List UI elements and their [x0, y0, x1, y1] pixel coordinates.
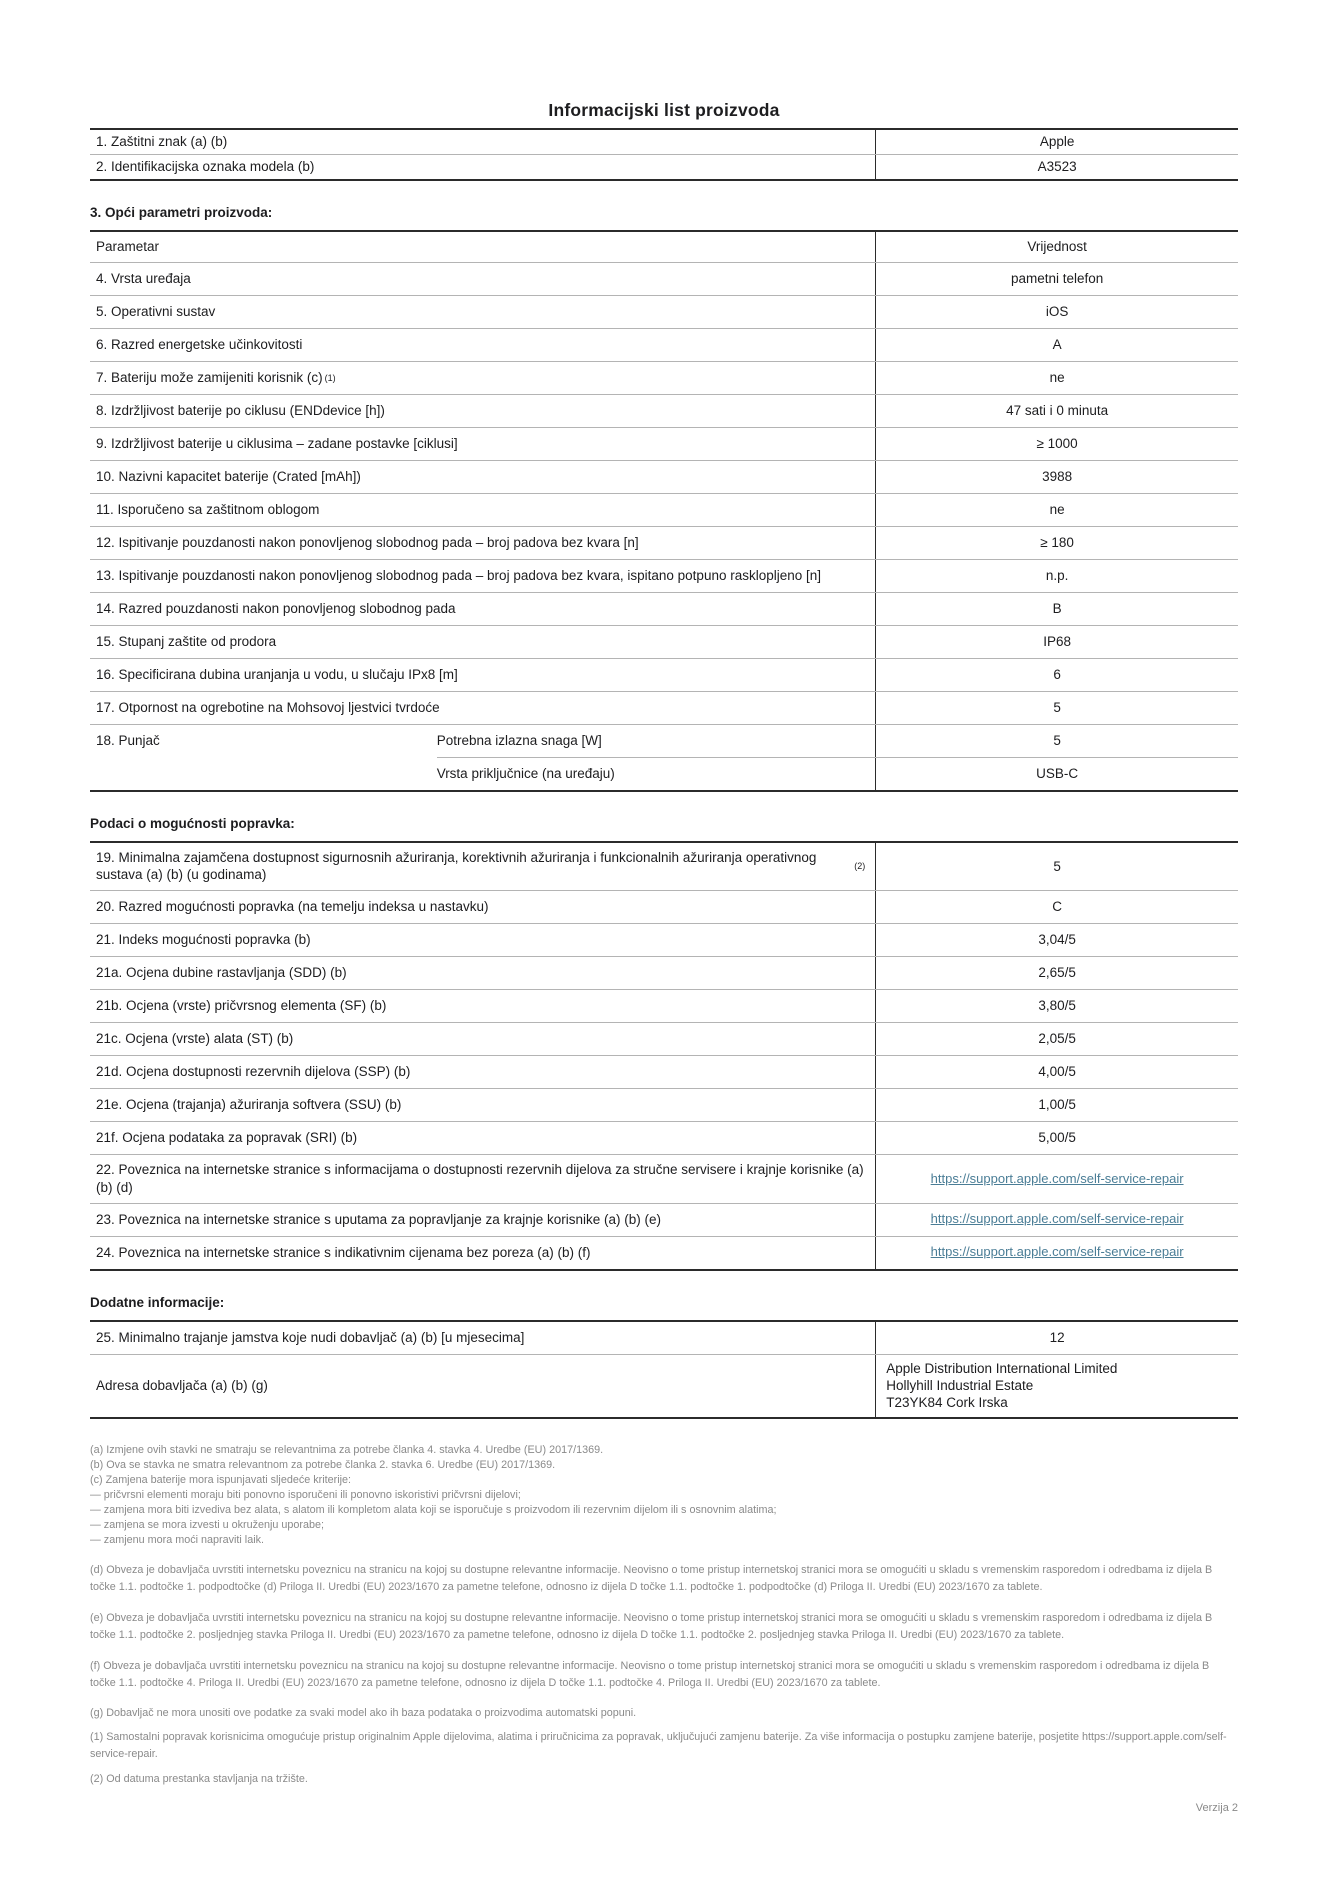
- table-row: [90, 1121, 1238, 1154]
- charger-row: [90, 724, 1238, 790]
- supplier-address-row: [90, 1354, 1238, 1417]
- row-label: 4. Vrsta uređaja: [96, 270, 191, 286]
- row-label: 1. Zaštitni znak (a) (b): [96, 134, 228, 149]
- table-row: [90, 361, 1238, 394]
- column-header-value: Vrijednost: [875, 232, 1238, 262]
- row-value: A3523: [875, 155, 1238, 179]
- row-value: 5: [875, 692, 1238, 724]
- footnote-c-item: — zamjena se mora izvesti u okruženju uporabe;: [90, 1518, 325, 1531]
- support-link[interactable]: https://support.apple.com/self-service-repair: [930, 1211, 1184, 1227]
- row-value: ne: [875, 494, 1238, 526]
- row-label: Adresa dobavljača (a) (b) (g): [96, 1377, 268, 1393]
- row-value: 3988: [875, 461, 1238, 493]
- table-row: [90, 625, 1238, 658]
- charger-subtable: [437, 725, 1238, 790]
- row-value: 12: [875, 1322, 1238, 1354]
- row-label: 10. Nazivni kapacitet baterije (Crated [mAh]): [96, 468, 361, 484]
- row-label: 13. Ispitivanje pouzdanosti nakon ponovljenog slobodnog pada – broj padova bez kvara, ispitano potpuno rasklopljeno [n]: [96, 567, 822, 583]
- row-label: 15. Stupanj zaštite od prodora: [96, 633, 277, 649]
- row-label: 9. Izdržljivost baterije u ciklusima – zadane postavke [ciklusi]: [96, 435, 458, 451]
- row-label: 18. Punjač: [96, 732, 160, 748]
- page-title: Informacijski list proizvoda: [548, 100, 780, 120]
- row-label: 21a. Ocjena dubine rastavljanja (SDD) (b): [96, 965, 347, 981]
- identification-table: [90, 128, 1238, 181]
- row-label: 19. Minimalna zajamčena dostupnost sigurnosnih ažuriranja, korektivnih ažuriranja i funkcionalnih ažuriranja operativnog sustava (a) (b) (u godinama) (2): [96, 849, 866, 883]
- table-row: [90, 923, 1238, 956]
- subrow-label: Vrsta priključnice (na uređaju): [436, 766, 615, 782]
- row-label: 21c. Ocjena (vrste) alata (ST) (b): [96, 1031, 294, 1047]
- footnote-d: (d) Obveza je dobavljača uvrstiti internetsku poveznicu na stranicu na kojoj su dostupne relevantne informacije. Neovisno o tome pristup internetskoj stranici mora se omogućiti u skladu s vremenskim rasporedom i odredbama iz dijela B točke 1.1. podtočke 1. podpodtočke (d) Priloga II. Uredbi (EU) 2023/1670 za pametne telefone, odnosno iz dijela D točke 1.1. podtočke 1. podpodtočke (d) Priloga II. Uredbi (EU) 2023/1670 za tablete.: [90, 1563, 1213, 1593]
- version-label: Verzija 2: [1195, 1801, 1238, 1814]
- repairability-table: [90, 841, 1238, 1271]
- row-value: IP68: [875, 626, 1238, 658]
- table-row: [90, 295, 1238, 328]
- row-value: ≥ 180: [875, 527, 1238, 559]
- row-value: pametni telefon: [875, 263, 1238, 295]
- row-label: 7. Bateriju može zamijeniti korisnik (c) (1): [96, 369, 336, 385]
- section-heading-repair: Podaci o mogućnosti popravka:: [90, 815, 295, 831]
- address-line: T23YK84 Cork Irska: [886, 1395, 1008, 1411]
- row-value: C: [875, 891, 1238, 923]
- footnote-c: (c) Zamjena baterije mora ispunjavati sljedeće kriterije:: [90, 1473, 352, 1486]
- row-value: 2,65/5: [875, 957, 1238, 989]
- row-value: 4,00/5: [875, 1056, 1238, 1088]
- row-label: 21. Indeks mogućnosti popravka (b): [96, 932, 311, 948]
- table-header-row: [90, 232, 1238, 262]
- row-label: 8. Izdržljivost baterije po ciklusu (ENDdevice [h]): [96, 402, 385, 418]
- row-label: 21d. Ocjena dostupnosti rezervnih dijelova (SSP) (b): [96, 1064, 411, 1080]
- row-label: 6. Razred energetske učinkovitosti: [96, 336, 303, 352]
- table-row: [90, 658, 1238, 691]
- subrow-value: USB-C: [875, 758, 1238, 790]
- footnote-c-item: — zamjenu mora moći napraviti laik.: [90, 1533, 265, 1546]
- row-label: 20. Razred mogućnosti popravka (na temelju indeksa u nastavku): [96, 899, 489, 915]
- row-label: 16. Specificirana dubina uranjanja u vodu, u slučaju IPx8 [m]: [96, 666, 458, 682]
- footnote-b: (b) Ova se stavka ne smatra relevantnom za potrebe članka 2. stavka 6. Uredbe (EU) 2017/1369.: [90, 1458, 556, 1471]
- row-value: n.p.: [875, 560, 1238, 592]
- row-value: 1,00/5: [875, 1089, 1238, 1121]
- section-heading-general: 3. Opći parametri proizvoda:: [90, 204, 273, 220]
- table-row: [90, 989, 1238, 1022]
- table-row: [90, 1022, 1238, 1055]
- table-row-link: [90, 1203, 1238, 1236]
- subrow-value: 5: [875, 725, 1238, 757]
- support-link[interactable]: https://support.apple.com/self-service-repair: [930, 1244, 1184, 1260]
- table-row: [90, 460, 1238, 493]
- table-row: [90, 262, 1238, 295]
- row-value: A: [875, 329, 1238, 361]
- row-value: B: [875, 593, 1238, 625]
- charger-subrow: [437, 757, 1238, 790]
- table-row: [90, 1088, 1238, 1121]
- table-row: [90, 843, 1238, 891]
- footnotes: [90, 1443, 1238, 1788]
- footnote-c-item: — zamjena mora biti izvediva bez alata, s alatom ili kompletom alata koji se isporučuje s proizvodom ili rezervnim dijelom ili s osnovnim alatima;: [90, 1503, 777, 1516]
- row-label: 22. Poveznica na internetske stranice s informacijama o dostupnosti rezervnih dijelova za stručne servisere i krajnje korisnike (a) (b) (d): [96, 1162, 864, 1196]
- footnote-2: (2) Od datuma prestanka stavljanja na tržište.: [90, 1772, 308, 1785]
- table-row: [90, 691, 1238, 724]
- row-label: 24. Poveznica na internetske stranice s indikativnim cijenama bez poreza (a) (b) (f): [96, 1244, 591, 1260]
- footnote-a: (a) Izmjene ovih stavki ne smatraju se relevantnima za potrebe članka 4. stavka 4. Uredbe (EU) 2017/1369.: [90, 1443, 604, 1456]
- section-heading-additional: Dodatne informacije:: [90, 1294, 225, 1310]
- row-label: 11. Isporučeno sa zaštitnom oblogom: [96, 501, 320, 517]
- row-label: 17. Otpornost na ogrebotine na Mohsovoj ljestvici tvrdoće: [96, 699, 440, 715]
- row-value: 3,80/5: [875, 990, 1238, 1022]
- additional-information-table: [90, 1320, 1238, 1419]
- table-row: [90, 328, 1238, 361]
- row-label-text: 19. Minimalna zajamčena dostupnost sigurnosnih ažuriranja, korektivnih ažuriranja i funkcionalnih ažuriranja operativnog sustava (a) (b) (u godinama): [96, 849, 817, 883]
- footnote-1: (1) Samostalni popravak korisnicima omogućuje pristup originalnim Apple dijelovima, alatima i priručnicima za popravak, uključujući zamjenu baterije. Za više informacija o postupku zamjene baterije, posjetite https://support.apple.com/self-service-repair.: [90, 1730, 1227, 1760]
- address-line: Hollyhill Industrial Estate: [886, 1378, 1034, 1394]
- row-label: 25. Minimalno trajanje jamstva koje nudi dobavljač (a) (b) [u mjesecima]: [96, 1329, 525, 1345]
- table-row: [90, 427, 1238, 460]
- row-value: 3,04/5: [875, 924, 1238, 956]
- row-value: 5: [875, 843, 1238, 891]
- table-row: [90, 559, 1238, 592]
- subrow-label: Potrebna izlazna snaga [W]: [436, 733, 602, 749]
- table-row-link: [90, 1154, 1238, 1203]
- row-value: Apple: [875, 130, 1238, 154]
- row-value: 47 sati i 0 minuta: [875, 395, 1238, 427]
- row-value: 6: [875, 659, 1238, 691]
- row-value: [875, 1237, 1238, 1269]
- charger-subrow: [437, 725, 1238, 757]
- table-row: [90, 1322, 1238, 1354]
- row-value: ne: [875, 362, 1238, 394]
- table-row: [90, 956, 1238, 989]
- general-parameters-table: [90, 230, 1238, 792]
- row-label: 14. Razred pouzdanosti nakon ponovljenog slobodnog pada: [96, 600, 456, 616]
- table-row: [90, 592, 1238, 625]
- row-value: 5,00/5: [875, 1122, 1238, 1154]
- row-value: [875, 1204, 1238, 1236]
- row-label: 21b. Ocjena (vrste) pričvrsnog elementa (SF) (b): [96, 998, 387, 1014]
- row-label: 12. Ispitivanje pouzdanosti nakon ponovljenog slobodnog pada – broj padova bez kvara [n]: [96, 534, 639, 550]
- row-label: 21e. Ocjena (trajanja) ažuriranja softvera (SSU) (b): [96, 1097, 402, 1113]
- table-row: [90, 1055, 1238, 1088]
- table-row: [90, 130, 1238, 154]
- row-value: [875, 1155, 1238, 1203]
- table-row: [90, 154, 1238, 179]
- footnote-f: (f) Obveza je dobavljača uvrstiti internetsku poveznicu na stranicu na kojoj su dostupne relevantne informacije. Neovisno o tome pristup internetskoj stranici mora se omogućiti u skladu s vremenskim rasporedom i odredbama iz dijela B točke 1.1. podtočke 4. Priloga II. Uredbi (EU) 2023/1670 za pametne telefone, odnosno iz dijela D točke 1.1. podtočke 4. Priloga II. Uredbi (EU) 2023/1670 za tablete.: [90, 1659, 1210, 1689]
- table-row: [90, 526, 1238, 559]
- footnote-c-item: — pričvrsni elementi moraju biti ponovno isporučeni ili ponovno iskoristivi pričvrsni dijelovi;: [90, 1488, 521, 1501]
- row-label: 5. Operativni sustav: [96, 303, 216, 319]
- row-value: iOS: [875, 296, 1238, 328]
- table-row: [90, 493, 1238, 526]
- row-label: 2. Identifikacijska oznaka modela (b): [96, 158, 315, 174]
- row-value: 2,05/5: [875, 1023, 1238, 1055]
- support-link[interactable]: https://support.apple.com/self-service-repair: [930, 1170, 1184, 1186]
- footnote-e: (e) Obveza je dobavljača uvrstiti internetsku poveznicu na stranicu na kojoj su dostupne relevantne informacije. Neovisno o tome pristup internetskoj stranici mora se omogućiti u skladu s vremenskim rasporedom i odredbama iz dijela B točke 1.1. podtočke 2. posljednjeg stavka Priloga II. Uredbi (EU) 2023/1670 za pametne telefone, odnosno iz dijela D točke 1.1. podtočke 2. posljednjeg stavka Priloga II. Uredbi (EU) 2023/1670 za tablete.: [90, 1611, 1213, 1641]
- row-label-text: 7. Bateriju može zamijeniti korisnik (c): [96, 369, 323, 385]
- column-header-parameter: Parametar: [96, 238, 160, 254]
- row-value: ≥ 1000: [875, 428, 1238, 460]
- table-row: [90, 394, 1238, 427]
- address-line: Apple Distribution International Limited: [886, 1360, 1118, 1376]
- footnote-g: (g) Dobavljač ne mora unositi ove podatke za svaki model ako ih baza podataka o proizvodima automatski popuni.: [90, 1706, 637, 1719]
- table-row-link: [90, 1236, 1238, 1269]
- supplier-address: [875, 1355, 1238, 1417]
- row-label: 23. Poveznica na internetske stranice s uputama za popravljanje za krajnje korisnike (a) (b) (e): [96, 1211, 662, 1227]
- row-label: 21f. Ocjena podataka za popravak (SRI) (b): [96, 1130, 358, 1146]
- table-row: [90, 890, 1238, 923]
